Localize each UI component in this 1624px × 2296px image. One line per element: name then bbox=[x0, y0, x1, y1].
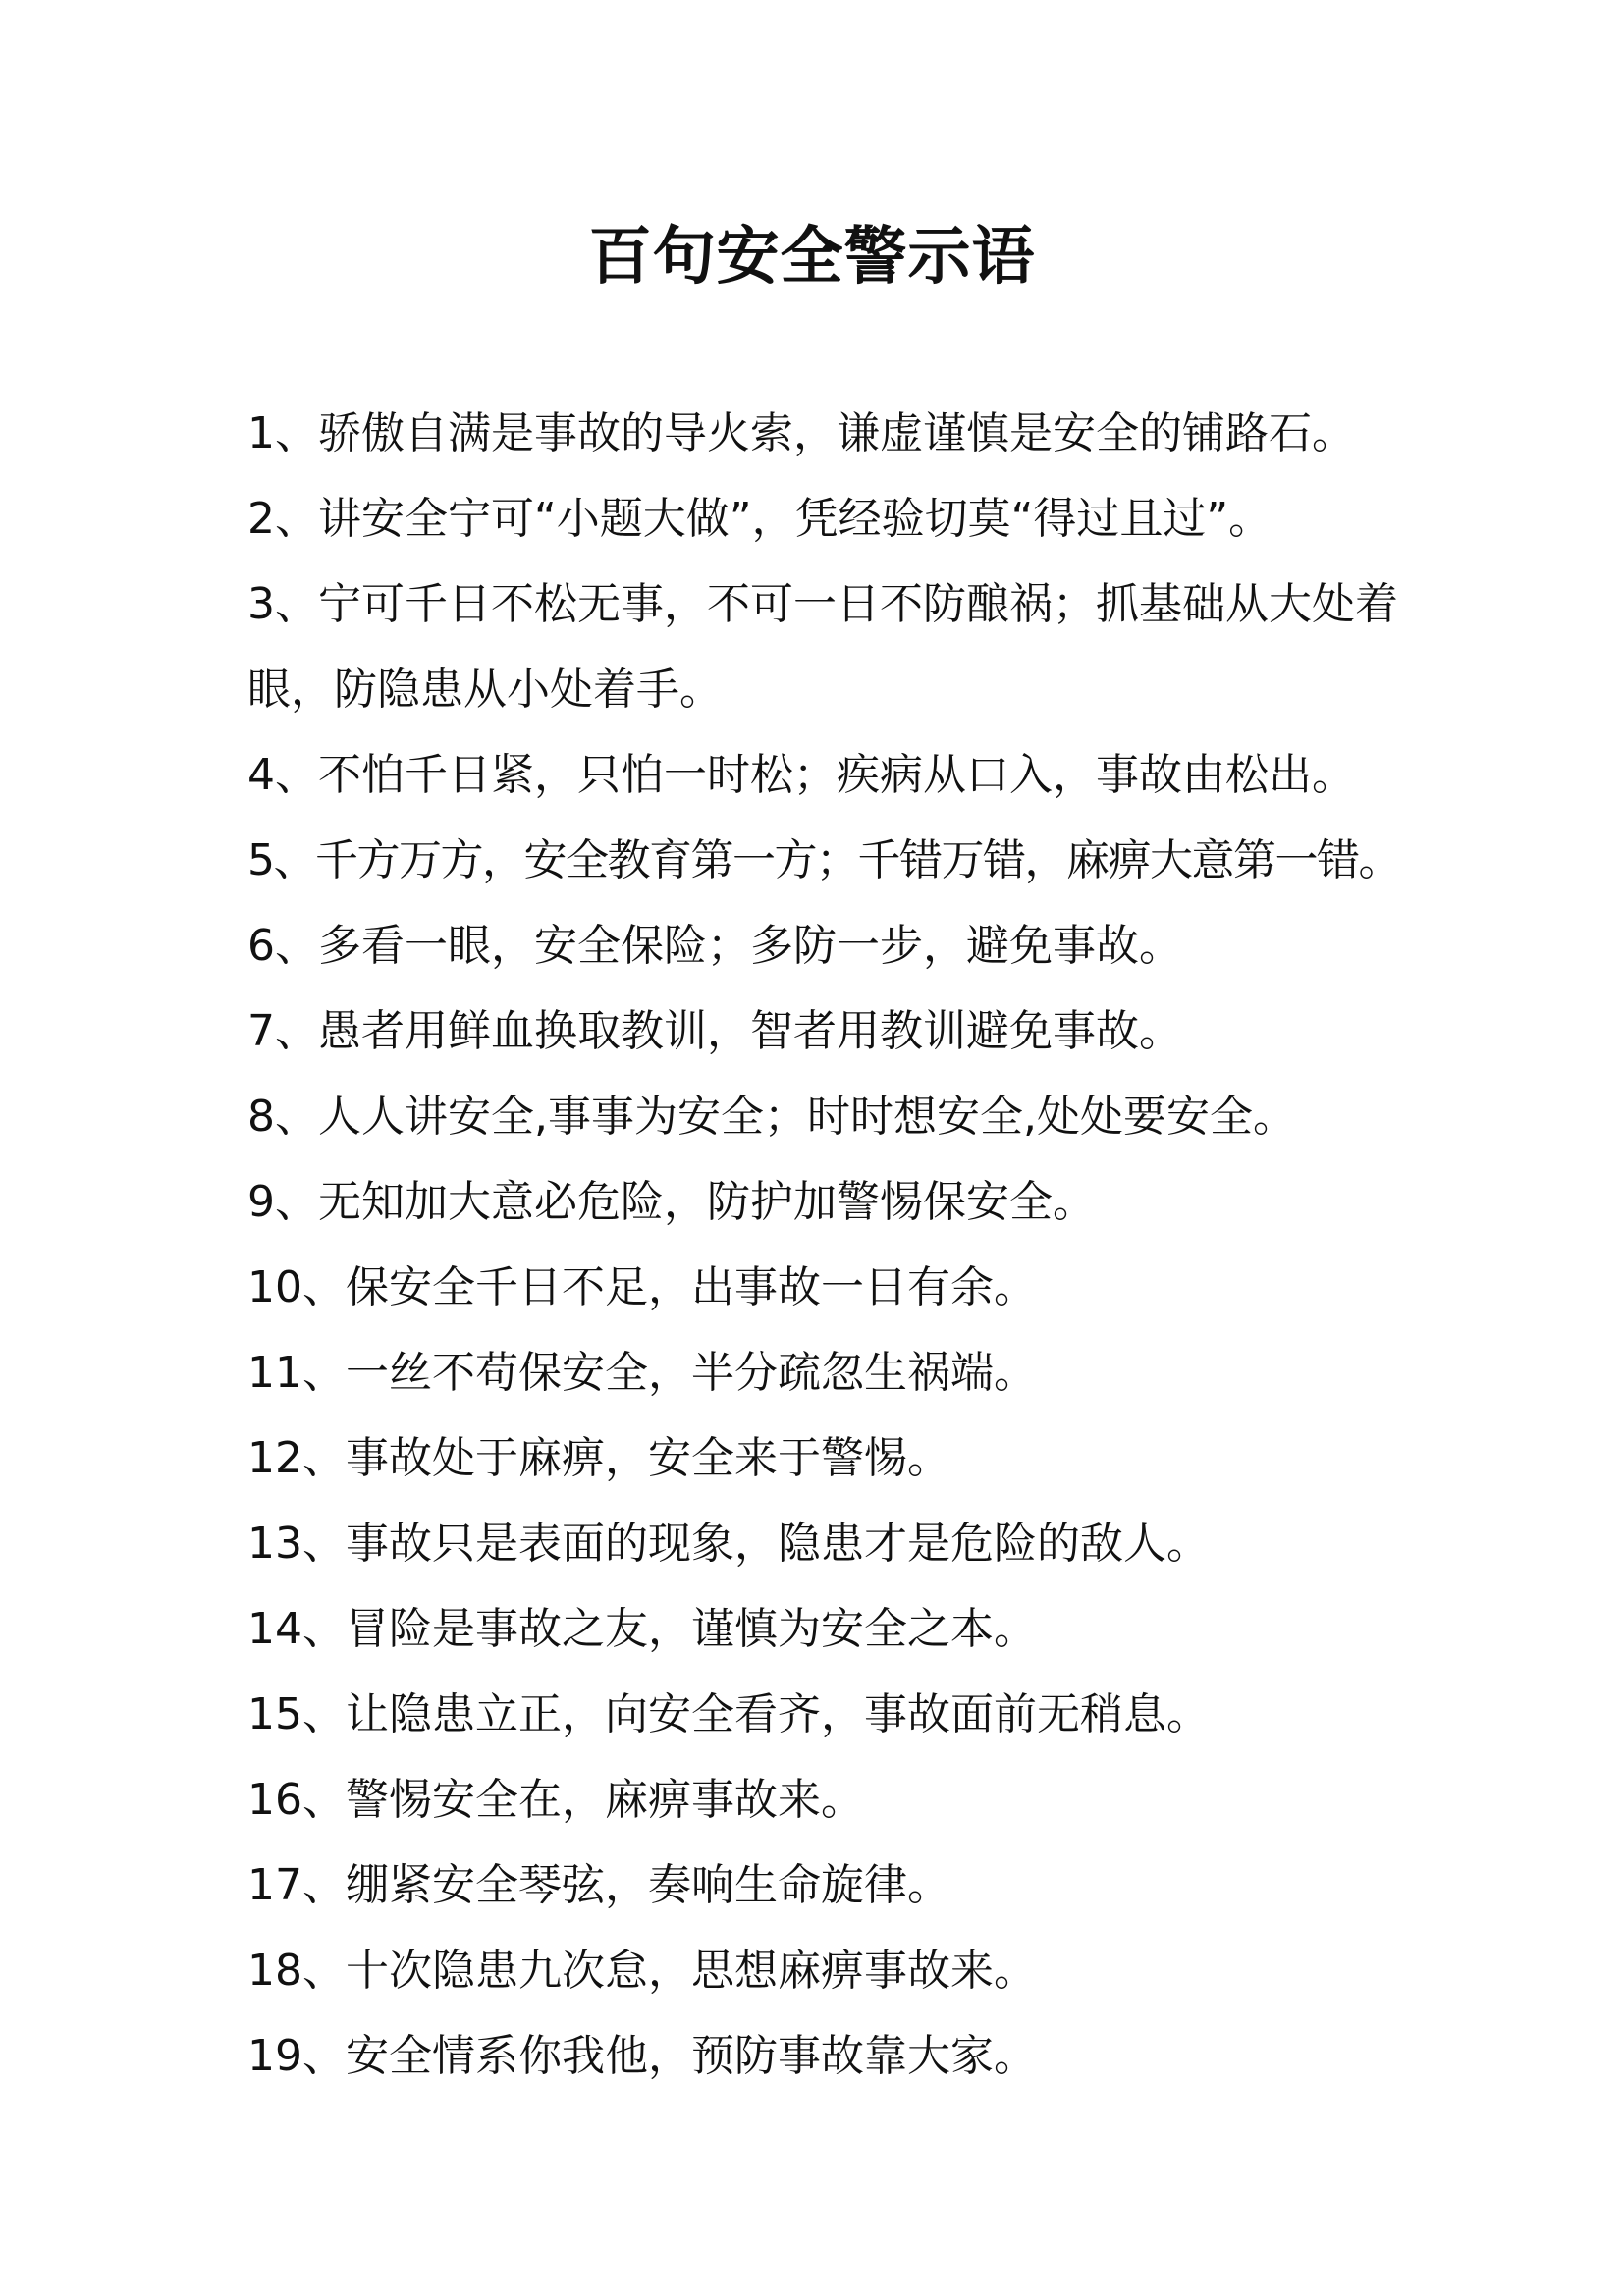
slogan-line: 15、让隐患立正，向安全看齐，事故面前无稍息。 bbox=[247, 1689, 1210, 1739]
slogan-line: 5、千方万方，安全教育第一方；千错万错，麻痹大意第一错。 bbox=[247, 835, 1400, 885]
slogan-line: 7、愚者用鲜血换取教训，智者用教训避免事故。 bbox=[247, 1006, 1182, 1056]
slogan-line: 眼，防隐患从小处着手。 bbox=[247, 665, 723, 715]
document-title: 百句安全警示语 bbox=[588, 220, 1036, 294]
slogan-line: 11、一丝不苟保安全，半分疏忽生祸端。 bbox=[247, 1348, 1037, 1398]
slogan-line: 4、不怕千日紧，只怕一时松；疾病从口入，事故由松出。 bbox=[247, 750, 1355, 800]
slogan-line: 13、事故只是表面的现象，隐患才是危险的敌人。 bbox=[247, 1519, 1210, 1569]
slogan-line: 3、宁可千日不松无事，不可一日不防酿祸；抓基础从大处着 bbox=[247, 579, 1398, 629]
slogan-line: 1、骄傲自满是事故的导火索，谦虚谨慎是安全的铺路石。 bbox=[247, 408, 1355, 458]
slogan-line: 6、多看一眼，安全保险；多防一步，避免事故。 bbox=[247, 921, 1182, 971]
slogan-line: 2、讲安全宁可“小题大做”，凭经验切莫“得过且过”。 bbox=[247, 494, 1272, 544]
slogan-line: 18、十次隐患九次怠，思想麻痹事故来。 bbox=[247, 1946, 1037, 1996]
slogan-list bbox=[247, 391, 1416, 2099]
slogan-line: 12、事故处于麻痹，安全来于警惕。 bbox=[247, 1433, 950, 1483]
slogan-line: 16、警惕安全在，麻痹事故来。 bbox=[247, 1775, 864, 1825]
slogan-line: 8、人人讲安全,事事为安全；时时想安全,处处要安全。 bbox=[247, 1092, 1296, 1142]
slogan-line: 9、无知加大意必危险，防护加警惕保安全。 bbox=[247, 1177, 1096, 1227]
slogan-line: 14、冒险是事故之友，谨慎为安全之本。 bbox=[247, 1604, 1037, 1654]
slogan-line: 19、安全情系你我他，预防事故靠大家。 bbox=[247, 2031, 1037, 2081]
slogan-line: 10、保安全千日不足，出事故一日有余。 bbox=[247, 1262, 1037, 1312]
slogan-line: 17、绷紧安全琴弦，奏响生命旋律。 bbox=[247, 1860, 950, 1910]
